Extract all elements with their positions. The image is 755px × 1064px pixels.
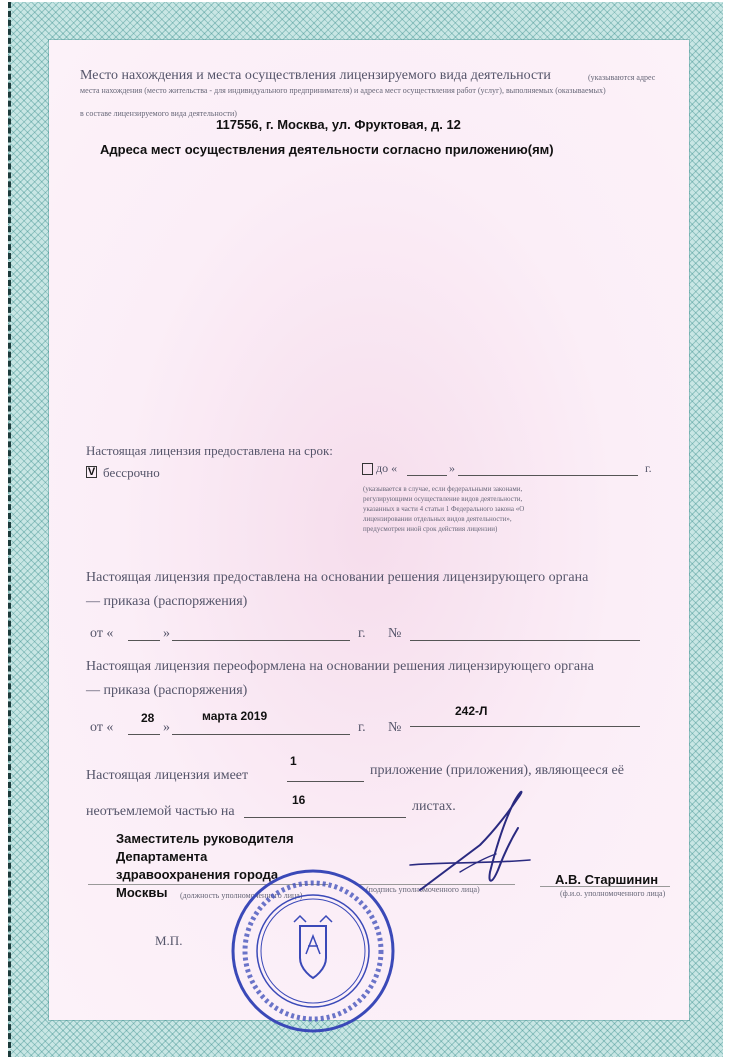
grant-quote-close: »: [163, 626, 170, 641]
appendix-text-2: приложение (приложения), являющееся её: [370, 763, 624, 778]
addresses-note: Адреса мест осуществления деятельности согласно приложению(ям): [100, 142, 554, 157]
signature-image: [400, 780, 560, 910]
signatory-position-4: Москвы: [116, 885, 168, 900]
indefinite-checkbox[interactable]: V: [87, 466, 96, 478]
grant-number-line: [410, 640, 640, 641]
reissue-number: 242-Л: [455, 704, 488, 718]
until-quote-close: »: [449, 461, 455, 475]
signatory-position-3: здравоохранения города: [116, 867, 279, 882]
location-hint-1: (указываются адрес: [588, 73, 656, 82]
grant-year-suffix: г.: [358, 626, 366, 641]
hint-position: (должность уполномоченного лица): [180, 891, 303, 900]
location-hint-3: в составе лицензируемого вида деятельности): [80, 109, 237, 118]
appendix-sheets: 16: [292, 793, 306, 807]
grant-number-sign: №: [388, 626, 402, 641]
appendix-count: 1: [290, 754, 297, 768]
signatory-position-1: Заместитель руководителя: [116, 831, 294, 846]
appendix-text-1: Настоящая лицензия имеет: [86, 768, 249, 783]
seal-place: М.П.: [155, 933, 183, 948]
reissue-year-suffix: г.: [358, 720, 366, 735]
reissue-month-year: марта 2019: [202, 709, 268, 723]
reissue-date-line: [172, 734, 350, 735]
reissue-text-2: — приказа (распоряжения): [86, 683, 248, 698]
hint-name: (ф.и.о. уполномоченного лица): [560, 889, 666, 898]
until-date-line: [458, 475, 638, 476]
license-address: 117556, г. Москва, ул. Фруктовая, д. 12: [216, 117, 461, 132]
grant-date-line: [172, 640, 350, 641]
appendix-sheets-line: [244, 817, 406, 818]
reissue-text-1: Настоящая лицензия переоформлена на основании решения лицензирующего органа: [86, 659, 594, 674]
reissue-quote-close: »: [163, 720, 170, 735]
until-day-line: [407, 475, 447, 476]
grant-text-1: Настоящая лицензия предоставлена на основании решения лицензирующего органа: [86, 570, 589, 585]
signatory-name: А.В. Старшинин: [555, 872, 659, 887]
location-hint-2: места нахождения (место жительства - для индивидуального предпринимателя) и адреса мест осуществления работ (услуг), выполняемых (оказываемых): [80, 86, 606, 95]
reissue-day-line: [128, 734, 160, 735]
until-prefix: до «: [376, 461, 398, 475]
indefinite-label: бессрочно: [103, 465, 160, 480]
until-checkbox[interactable]: [362, 463, 373, 475]
term-title: Настоящая лицензия предоставлена на срок:: [86, 443, 333, 458]
signatory-position-2: Департамента: [116, 849, 208, 864]
term-note: (указывается в случае, если федеральными законами, регулирующими осуществление видов деятельности, указанных в части 4 статьи 1 Федерального закона «О лицензировании отдельных видов деятельности», предусмотрен иной срок действия лицензии): [363, 485, 525, 533]
appendix-text-3: неотъемлемой частью на: [86, 804, 235, 819]
location-title: Место нахождения и места осуществления лицензируемого вида деятельности: [80, 68, 551, 83]
until-year-suffix: г.: [645, 461, 652, 475]
hint-signature: (подпись уполномоченного лица): [366, 885, 480, 894]
grant-day-line: [128, 640, 160, 641]
grant-from: от «: [90, 626, 114, 641]
grant-text-2: — приказа (распоряжения): [86, 594, 248, 609]
reissue-number-line: [410, 726, 640, 727]
appendix-count-line: [287, 781, 364, 782]
reissue-day: 28: [141, 711, 155, 725]
reissue-from: от «: [90, 720, 114, 735]
reissue-number-sign: №: [388, 720, 402, 735]
appendix-text-4: листах.: [412, 799, 456, 814]
official-seal: [228, 866, 398, 1036]
